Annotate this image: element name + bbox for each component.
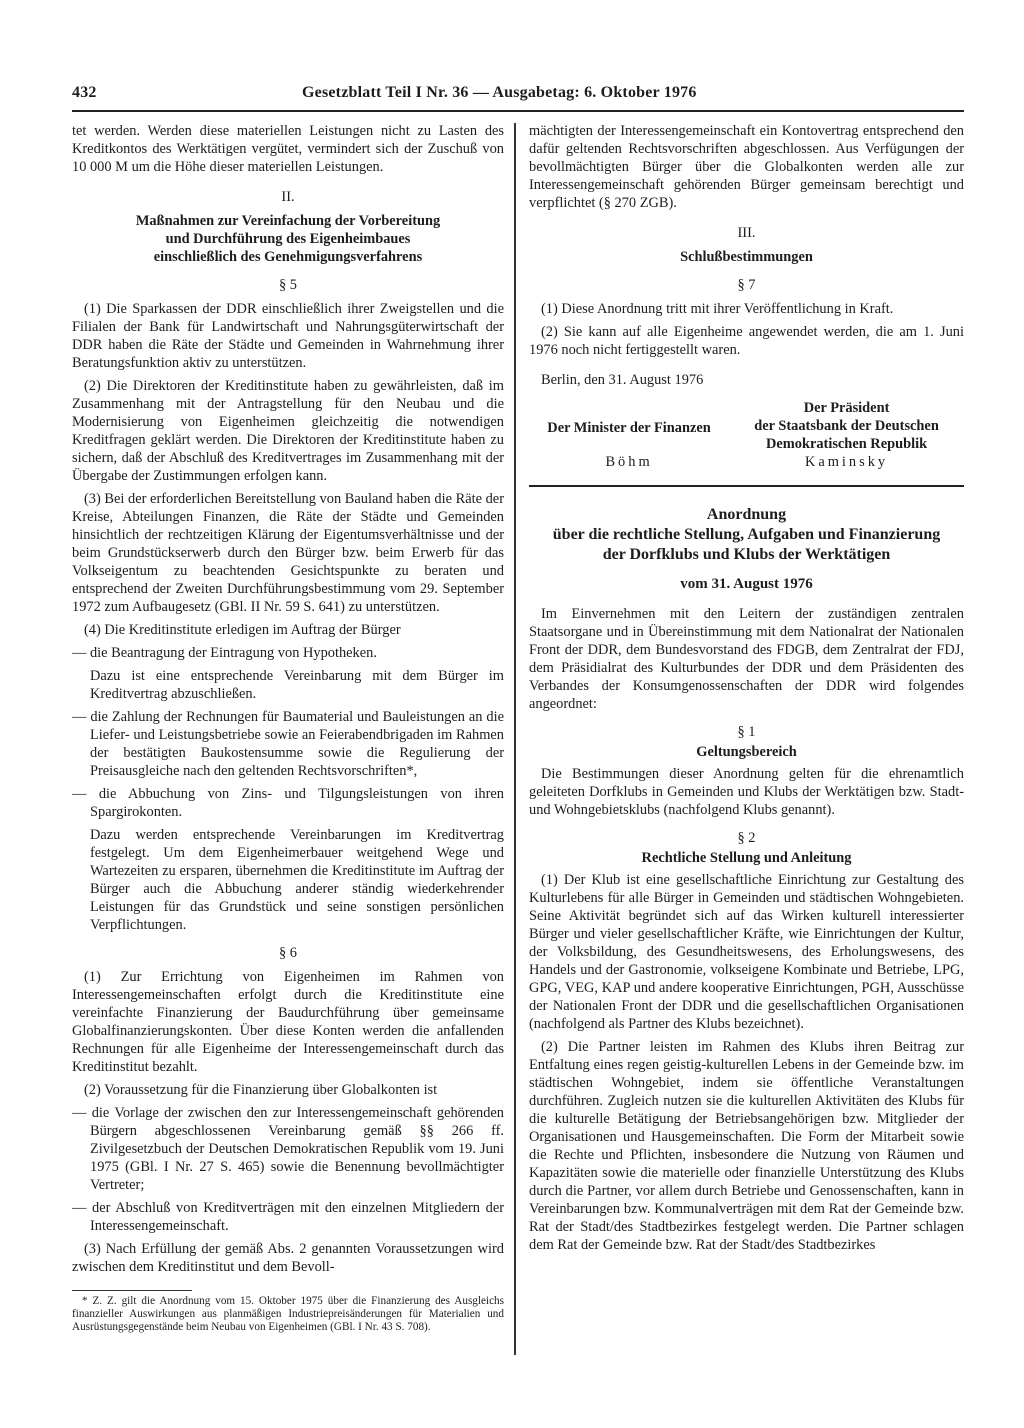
paragraph-heading: § 2 <box>737 830 756 846</box>
section-title-line: und Durchführung des Eigenheimbaues <box>165 231 411 247</box>
signatory-name: Kaminsky <box>804 454 889 470</box>
section-title-line: Maßnahmen zur Vereinfachung der Vorbereitung <box>135 213 441 229</box>
section-number: III. <box>737 225 756 241</box>
ordinance-title <box>529 505 964 565</box>
paragraph: (1) Der Klub ist eine gesellschaftliche Einrichtung zur Gestaltung des Kulturlebens für alle Bürger in Gemeinden und städtischen Wohngebieten. Seine Aktivität begründet sich auf das Wirken kulturell interessierter Bürger und vieler gesellschaftlicher Kräfte, wie Einrichtungen der Kultur, der Volksbildung, des Gesundheitswesens, des Erholungswesens, des Handels und der Gastronomie, volkseigene Kombinate und Betriebe, LPG, GPG, VEG, KAP und andere kooperative Einrichtungen, PGH, Ausschüsse der Nationalen Front der DDR und die gesellschaftlichen Organisationen (nachfolgend als Partner des Klubs bezeichnet). <box>529 872 964 1032</box>
signatory-left <box>529 399 729 471</box>
signatory-right <box>729 399 964 471</box>
header-rule <box>72 110 964 112</box>
paragraph: (1) Diese Anordnung tritt mit ihrer Veröffentlichung in Kraft. <box>541 301 894 317</box>
section-title <box>72 212 504 266</box>
paragraph-heading: § 6 <box>279 945 297 961</box>
footnote: * Z. Z. gilt die Anordnung vom 15. Oktober 1975 über die Finanzierung des Ausgleichs finanzieller Auswirkungen aus planmäßigen Industriepreisänderungen für Materialien und Ausrüstungsgegenstände beim Neubau von Eigenheimen (GBl. I Nr. 43 S. 708). <box>72 1295 504 1333</box>
signatory-title: Demokratischen Republik <box>765 436 928 452</box>
list-item: — die Vorlage der zwischen den zur Interessengemeinschaft gehörenden Bürgern abgeschlossenen Vereinbarung gemäß §§ 266 ff. Zivilgesetzbuch der Deutschen Demokratischen Republik vom 19. Juni 1975 (GBl. I Nr. 27 S. 465) sowie die Benennung bevollmächtigter Vertreter; <box>72 1105 504 1193</box>
ordinance-title-line: Anordnung <box>706 506 787 523</box>
paragraph-heading: § 7 <box>737 277 756 293</box>
list-item: — der Abschluß von Kreditverträgen mit den einzelnen Mitgliedern der Interessengemeinschaft. <box>72 1200 504 1234</box>
list-item-note: Dazu werden entsprechende Vereinbarungen im Kreditvertrag festgelegt. Um dem Eigenheimerbauer weitgehend Wege und Wartezeiten zu ersparen, übernehmen die Kreditinstitute im Auftrag der Bürger auch die Abbuchung anderer ständig wiederkehrender Leistungen für das Grundstück und seine sonstigen persönlichen Verpflichtungen. <box>90 827 504 933</box>
section-divider <box>529 485 964 487</box>
paragraph: (2) Die Direktoren der Kreditinstitute haben zu gewährleisten, daß im Zusammenhang mit der Antragstellung für den Neubau und die Modernisierung von Eigenheimen gleichzeitig die notwendigen Kreditfragen geklärt werden. Die Direktoren der Kreditinstitute haben zu sichern, daß der Abschluß des Kreditvertrages im Zusammenhang mit der Übergabe der Zustimmungen erfolgen kann. <box>72 378 504 484</box>
page-title: Gesetzblatt Teil I Nr. 36 — Ausgabetag: 6. Oktober 1976 <box>302 84 697 101</box>
paragraph: (1) Zur Errichtung von Eigenheimen im Rahmen von Interessengemeinschaften erfolgt durch die Kreditinstitute eine vereinfachte Finanzierung der Baudurchführung über gemeinsame Globalfinanzierungskonten. Über diese Konten werden die anfallenden Rechnungen für alle Eigenheime der Interessengemeinschaft durch das Kreditinstitut bezahlt. <box>72 969 504 1075</box>
paragraph: (3) Bei der erforderlichen Bereitstellung von Bauland haben die Räte der Kreise, Abteilungen Finanzen, die Räte der Städte und Gemeinden hinsichtlich der rechtzeitigen Klärung der Eigentumsverhältnisse und der beim Grundstückserwerb durch den Bürger bzw. beim Erwerb für das Volkseigentum zu beachtenden Gesichtspunkte zu beraten und entsprechend der Zweiten Durchführungsbestimmung vom 29. September 1972 zum Aufbaugesetz (GBl. II Nr. 59 S. 641) zu unterstützen. <box>72 491 504 615</box>
signature-block <box>529 399 964 471</box>
section-number: II. <box>281 189 295 205</box>
paragraph: (1) Die Sparkassen der DDR einschließlich ihrer Zweigstellen und die Filialen der Bank für Landwirtschaft und Nahrungsgüterwirtschaft der DDR haben die Räte der Städte und Gemeinden in Wahrnehmung ihrer Beratungsfunktion aktiv zu unterstützen. <box>72 301 504 371</box>
paragraph: (2) Die Partner leisten im Rahmen des Klubs ihren Beitrag zur Entfaltung eines regen geistig-kulturellen Lebens in der Gemeinde bzw. im städtischen Wohngebiet, indem sie öffentliche Veranstaltungen durchführen. Zugleich nutzen sie die kulturellen Aktivitäten des Klubs für die kulturelle Betätigung der Betriebsangehörigen bzw. Mitglieder der Organisationen und Hausgemeinschaften. Die Form der Mitarbeit sowie die Rechte und Pflichten, insbesondere die Nutzung von Räumen und Kapazitäten sowie die materielle oder finanzielle Unterstützung des Klubs durch die Partner, vor allem durch Betriebe und Genossenschaften, kann in Vereinbarungen bzw. Kommunalverträgen mit dem Rat der Gemeinde bzw. Rat der Stadt/des Stadtbezirkes festgelegt werden. Die Partner schlagen dem Rat der Gemeinde bzw. Rat der Stadt/des Stadtbezirkes <box>529 1039 964 1253</box>
paragraph-title: Rechtliche Stellung und Anleitung <box>641 850 852 866</box>
column-divider <box>514 123 516 1355</box>
paragraph: Die Bestimmungen dieser Anordnung gelten für die ehrenamtlich geleiteten Dorfklubs in Gemeinden und Klubs der Werktätigen bzw. Stadt- und Wohngebietsklubs (nachfolgend Klubs genannt). <box>529 766 964 818</box>
list-item-note: Dazu ist eine entsprechende Vereinbarung mit dem Bürger im Kreditvertrag abzuschließen. <box>90 668 504 702</box>
paragraph: (3) Nach Erfüllung der gemäß Abs. 2 genannten Voraussetzungen wird zwischen dem Kreditinstitut und dem Bevoll- <box>72 1241 504 1275</box>
ordinance-date: vom 31. August 1976 <box>680 576 813 592</box>
footnote-rule <box>72 1290 192 1291</box>
right-column <box>529 122 964 1254</box>
signatory-title: der Staatsbank der Deutschen <box>754 418 939 434</box>
page-header <box>72 84 964 106</box>
paragraph-heading: § 1 <box>737 724 756 740</box>
ordinance-title-line: der Dorfklubs und Klubs der Werktätigen <box>602 546 891 563</box>
signatory-title: Der Minister der Finanzen <box>547 420 711 436</box>
paragraph: (2) Voraussetzung für die Finanzierung über Globalkonten ist <box>84 1082 438 1098</box>
signatory-title: Der Präsident <box>803 400 890 416</box>
paragraph: tet werden. Werden diese materiellen Leistungen nicht zu Lasten des Kreditkontos des Werktätigen vergütet, vermindert sich der Zuschuß von 10 000 M um die Höhe dieser materiellen Leistungen. <box>72 123 504 175</box>
signatory-name: Böhm <box>605 454 653 470</box>
paragraph: (4) Die Kreditinstitute erledigen im Auftrag der Bürger <box>84 622 401 638</box>
paragraph-heading: § 5 <box>279 277 297 293</box>
section-title: Schlußbestimmungen <box>680 249 813 265</box>
page-number: 432 <box>72 84 97 101</box>
list-item: — die Beantragung der Eintragung von Hypotheken. <box>72 645 377 661</box>
paragraph: (2) Sie kann auf alle Eigenheime angewendet werden, die am 1. Juni 1976 noch nicht fertiggestellt waren. <box>529 324 964 358</box>
left-column <box>72 122 504 1334</box>
list-item: — die Zahlung der Rechnungen für Baumaterial und Bauleistungen an die Liefer- und Leistungsbetriebe sowie an Feierabendbrigaden im Rahmen der bestätigten Baukostensumme sowie die Regulierung der Preisausgleiche nach den geltenden Rechtsvorschriften*, <box>72 709 504 779</box>
place-date: Berlin, den 31. August 1976 <box>541 372 704 388</box>
section-title-line: einschließlich des Genehmigungsverfahrens <box>153 249 423 265</box>
paragraph: mächtigten der Interessengemeinschaft ein Kontovertrag entsprechend den dafür geltenden Rechtsvorschriften abgeschlossen. Aus Verfügungen der bevollmächtigten Bürger über die Globalkonten werden alle zur Interessengemeinschaft gehörenden Bürger gemeinsam berechtigt und verpflichtet (§ 270 ZGB). <box>529 123 964 211</box>
list-item: — die Abbuchung von Zins- und Tilgungsleistungen von ihren Spargirokonten. <box>72 786 504 820</box>
paragraph: Im Einvernehmen mit den Leitern der zuständigen zentralen Staatsorgane und in Übereinstimmung mit dem Nationalrat der Nationalen Front der DDR, dem Bundesvorstand des FDGB, dem Zentralrat der FDJ, dem Präsidialrat des Kulturbundes der DDR und dem Präsidenten des Verbandes der Konsumgenossenschaften der DDR wird folgendes angeordnet: <box>529 606 964 712</box>
paragraph-title: Geltungsbereich <box>696 744 797 760</box>
ordinance-title-line: über die rechtliche Stellung, Aufgaben und Finanzierung <box>552 526 941 543</box>
